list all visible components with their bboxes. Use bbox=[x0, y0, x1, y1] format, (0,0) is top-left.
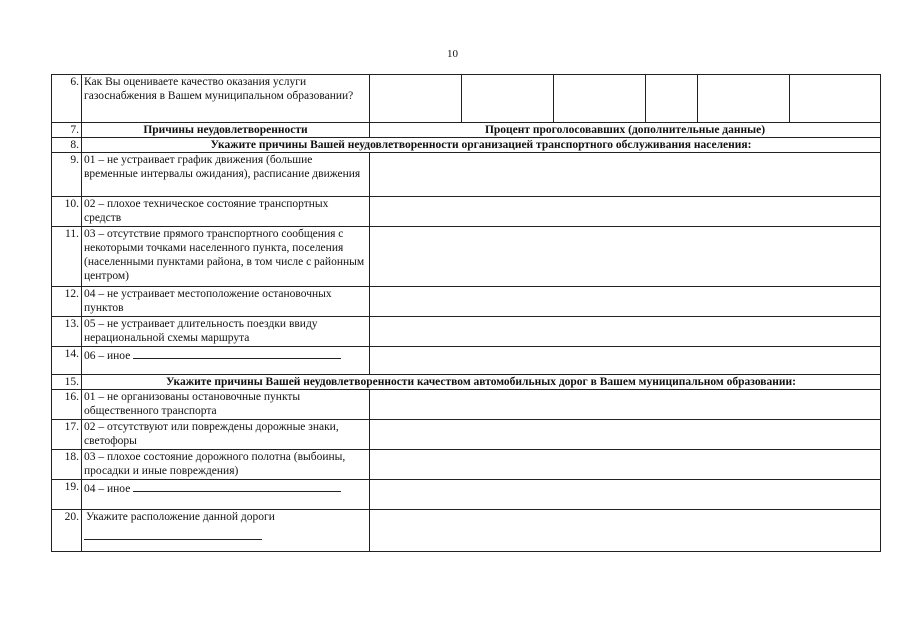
answer-cell[interactable] bbox=[370, 390, 881, 420]
option-text: 06 – иное bbox=[84, 350, 131, 362]
table-row bbox=[52, 138, 881, 153]
table-row bbox=[52, 375, 881, 390]
answer-cell[interactable] bbox=[462, 75, 554, 123]
answer-cell[interactable] bbox=[370, 317, 881, 347]
answer-cell[interactable] bbox=[370, 197, 881, 227]
option-text: 04 – не устраивает местоположение остановочных пунктов bbox=[82, 287, 370, 317]
option-other bbox=[82, 480, 370, 510]
table-row bbox=[52, 153, 881, 197]
section-heading: Укажите причины Вашей неудовлетворенности организацией транспортного обслуживания населения: bbox=[82, 138, 881, 153]
answer-cell[interactable] bbox=[370, 75, 462, 123]
table-row bbox=[52, 480, 881, 510]
table-row bbox=[52, 287, 881, 317]
table-row bbox=[52, 75, 881, 123]
option-text: 05 – не устраивает длительность поездки ввиду нерациональной схемы маршрута bbox=[82, 317, 370, 347]
option-text: 03 – плохое состояние дорожного полотна (выбоины, просадки и иные повреждения) bbox=[82, 450, 370, 480]
column-header-percent: Процент проголосовавших (дополнительные данные) bbox=[370, 123, 881, 138]
answer-cell[interactable] bbox=[370, 480, 881, 510]
fill-in-line[interactable] bbox=[133, 347, 341, 359]
row-number: 6. bbox=[52, 75, 82, 123]
table-row bbox=[52, 227, 881, 287]
answer-cell[interactable] bbox=[370, 420, 881, 450]
answer-cell[interactable] bbox=[370, 450, 881, 480]
row-number: 11. bbox=[52, 227, 82, 287]
row-number: 19. bbox=[52, 480, 82, 510]
row-number: 15. bbox=[52, 375, 82, 390]
table-row bbox=[52, 347, 881, 375]
option-text: 02 – плохое техническое состояние транспортных средств bbox=[82, 197, 370, 227]
row-number: 8. bbox=[52, 138, 82, 153]
answer-cell[interactable] bbox=[554, 75, 646, 123]
table-row bbox=[52, 197, 881, 227]
option-text: 04 – иное bbox=[84, 483, 131, 495]
row-number: 9. bbox=[52, 153, 82, 197]
option-other bbox=[82, 347, 370, 375]
row-number: 17. bbox=[52, 420, 82, 450]
row-number: 7. bbox=[52, 123, 82, 138]
table-row bbox=[52, 450, 881, 480]
fill-in-line[interactable] bbox=[84, 528, 262, 540]
row-number: 18. bbox=[52, 450, 82, 480]
answer-cell[interactable] bbox=[370, 347, 881, 375]
table-row bbox=[52, 390, 881, 420]
answer-cell[interactable] bbox=[370, 287, 881, 317]
option-road-location bbox=[82, 510, 370, 552]
answer-cell[interactable] bbox=[370, 510, 881, 552]
answer-cell[interactable] bbox=[370, 227, 881, 287]
row-number: 10. bbox=[52, 197, 82, 227]
row-number: 13. bbox=[52, 317, 82, 347]
table-row bbox=[52, 420, 881, 450]
option-text: 02 – отсутствуют или повреждены дорожные знаки, светофоры bbox=[82, 420, 370, 450]
option-text: 01 – не устраивает график движения (большие временные интервалы ожидания), расписание движения bbox=[82, 153, 370, 197]
survey-table bbox=[51, 74, 881, 552]
table-row bbox=[52, 317, 881, 347]
row-number: 16. bbox=[52, 390, 82, 420]
answer-cell[interactable] bbox=[646, 75, 698, 123]
section-heading: Укажите причины Вашей неудовлетворенности качеством автомобильных дорог в Вашем муниципальном образовании: bbox=[82, 375, 881, 390]
row-number: 14. bbox=[52, 347, 82, 375]
column-header-reasons: Причины неудовлетворенности bbox=[82, 123, 370, 138]
fill-in-line[interactable] bbox=[133, 480, 341, 492]
option-text: Укажите расположение данной дороги bbox=[86, 511, 275, 523]
answer-cell[interactable] bbox=[698, 75, 790, 123]
option-text: 03 – отсутствие прямого транспортного сообщения с некоторыми точками населенного пункта, поселения (населенными пунктами района, в том числе с районным центром) bbox=[82, 227, 370, 287]
table-row bbox=[52, 510, 881, 552]
answer-cell[interactable] bbox=[790, 75, 881, 123]
question-text: Как Вы оцениваете качество оказания услуги газоснабжения в Вашем муниципальном образовании? bbox=[82, 75, 370, 123]
row-number: 20. bbox=[52, 510, 82, 552]
row-number: 12. bbox=[52, 287, 82, 317]
page-number: 10 bbox=[447, 48, 458, 60]
table-row bbox=[52, 123, 881, 138]
option-text: 01 – не организованы остановочные пункты общественного транспорта bbox=[82, 390, 370, 420]
answer-cell[interactable] bbox=[370, 153, 881, 197]
